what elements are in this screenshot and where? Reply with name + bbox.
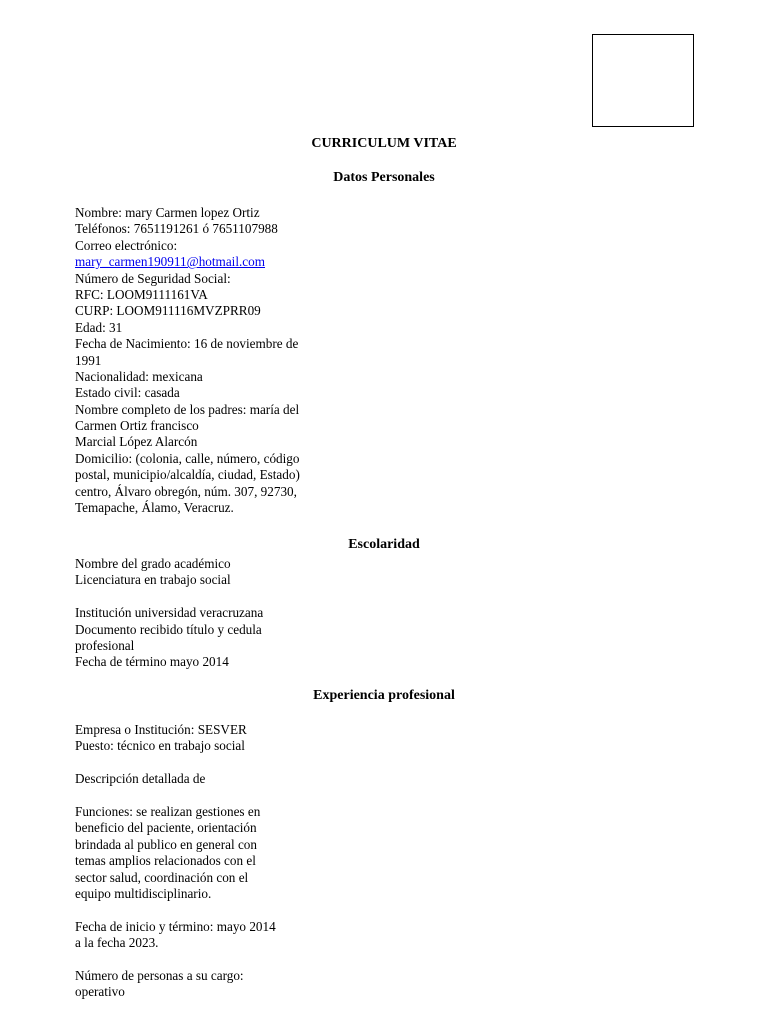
personal-line: Nombre completo de los padres: maría del bbox=[75, 401, 300, 417]
experience-line: brindada al publico en general con bbox=[75, 836, 257, 852]
experience-line bbox=[75, 951, 276, 967]
experience-block bbox=[75, 722, 276, 1001]
personal-line: 1991 bbox=[75, 352, 102, 368]
experience-line bbox=[75, 788, 276, 804]
personal-line: Teléfonos: 7651191261 ó 7651107988 bbox=[75, 221, 278, 237]
experience-line: Funciones: se realizan gestiones en bbox=[75, 803, 261, 819]
education-line: Nombre del grado académico bbox=[75, 556, 231, 571]
email-link[interactable]: mary_carmen190911@hotmail.com bbox=[75, 254, 266, 270]
experience-line: Descripción detallada de bbox=[75, 771, 206, 787]
photo-placeholder bbox=[592, 34, 694, 127]
personal-line: Marcial López Alarcón bbox=[75, 434, 198, 450]
education-line: Institución universidad veracruzana bbox=[75, 605, 264, 621]
experience-line: a la fecha 2023. bbox=[75, 935, 159, 951]
personal-line: Número de Seguridad Social: bbox=[75, 270, 231, 286]
document-title: CURRICULUM VITAE bbox=[311, 136, 457, 151]
personal-line: Carmen Ortiz francisco bbox=[75, 418, 199, 434]
experience-line bbox=[75, 902, 276, 918]
personal-line: Temapache, Álamo, Veracruz. bbox=[75, 500, 234, 516]
education-line: Documento recibido título y cedula bbox=[75, 621, 262, 637]
personal-line: Domicilio: (colonia, calle, número, código bbox=[75, 450, 300, 466]
personal-line: Estado civil: casada bbox=[75, 385, 180, 401]
education-line bbox=[75, 589, 263, 605]
education-line: Fecha de término mayo 2014 bbox=[75, 654, 229, 670]
education-line: profesional bbox=[75, 637, 135, 653]
experience-line: Número de personas a su cargo: bbox=[75, 967, 244, 983]
personal-line: Edad: 31 bbox=[75, 319, 123, 335]
experience-line: beneficio del paciente, orientación bbox=[75, 820, 257, 836]
section-heading-education: Escolaridad bbox=[348, 537, 420, 552]
experience-line bbox=[75, 755, 276, 771]
experience-line: Fecha de inicio y término: mayo 2014 bbox=[75, 918, 276, 934]
personal-line: Nombre: mary Carmen lopez Ortiz bbox=[75, 205, 260, 220]
education-block bbox=[75, 556, 263, 671]
personal-line: centro, Álvaro obregón, núm. 307, 92730, bbox=[75, 483, 297, 499]
experience-line: sector salud, coordinación con el bbox=[75, 869, 249, 885]
experience-line: temas amplios relacionados con el bbox=[75, 853, 256, 869]
personal-line: RFC: LOOM9111161VA bbox=[75, 286, 208, 302]
education-line: Licenciatura en trabajo social bbox=[75, 572, 231, 588]
section-heading-personal: Datos Personales bbox=[333, 170, 435, 185]
personal-line: Nacionalidad: mexicana bbox=[75, 368, 203, 384]
personal-data-block bbox=[75, 205, 300, 516]
experience-line: operativo bbox=[75, 984, 125, 1000]
personal-line: Fecha de Nacimiento: 16 de noviembre de bbox=[75, 336, 299, 352]
experience-line: equipo multidisciplinario. bbox=[75, 885, 212, 901]
experience-line: Empresa o Institución: SESVER bbox=[75, 722, 247, 737]
personal-line: Correo electrónico: bbox=[75, 237, 178, 253]
personal-line: CURP: LOOM911116MVZPRR09 bbox=[75, 303, 261, 319]
personal-line: postal, municipio/alcaldía, ciudad, Estado) bbox=[75, 467, 300, 483]
section-heading-experience: Experiencia profesional bbox=[313, 688, 455, 703]
experience-line: Puesto: técnico en trabajo social bbox=[75, 738, 245, 754]
